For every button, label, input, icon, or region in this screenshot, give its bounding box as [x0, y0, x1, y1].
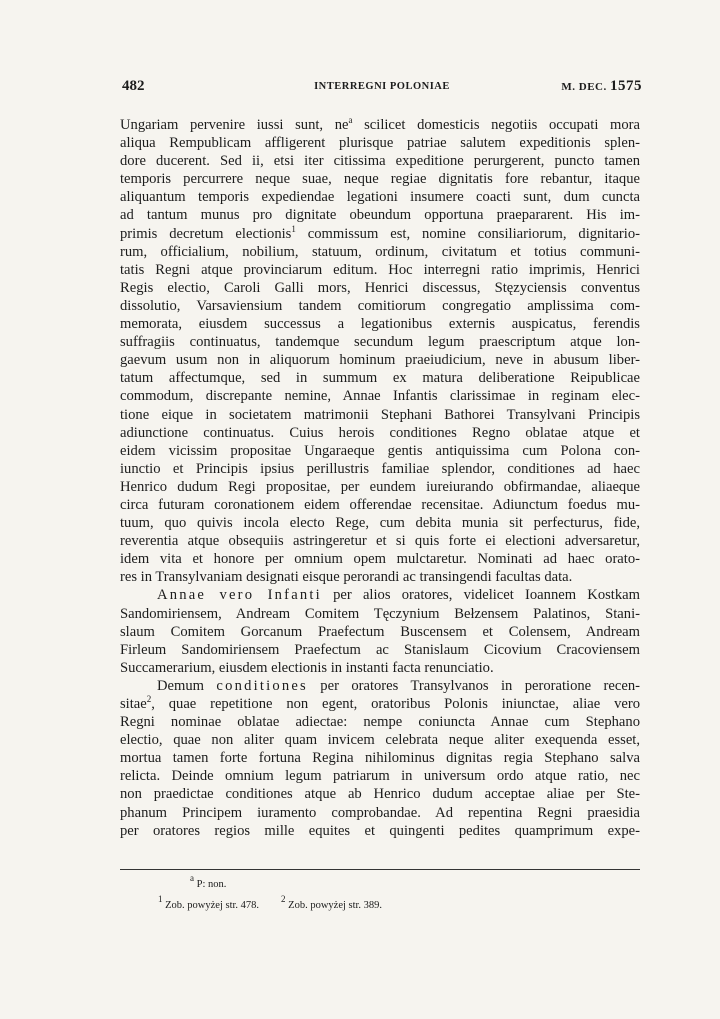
header-date [561, 78, 642, 95]
footnotes-numbered [158, 894, 383, 911]
text-line: Regni nominae oblatae adiectae: nempe coniuncta Annae cum Stephano [120, 714, 640, 731]
footnote-ref-2: 2 [146, 695, 152, 704]
spaced-word: conditiones [216, 677, 308, 694]
text-line: non praedictae conditiones atque ab Henrico dudum acceptae aliae per Ste- [120, 786, 640, 803]
text-line: mortua tamen forte fortuna Regina nihilominus dignitas regia Stephano salva [120, 750, 640, 767]
text-line: Ungariam pervenire iussi sunt, $ne^a$ scilicet domesticis negotiis occupati mora [120, 116, 640, 133]
page-number: 482 [122, 78, 145, 94]
text-line: adiunctione continuatus. Cuius herois conditiones Regno oblatae atque et [120, 424, 640, 441]
page-header [122, 78, 642, 100]
text-line: Firleum Sandomiriensem Praefectum ac Stanislaum Cicovium Cracoviensem [120, 641, 640, 658]
main-text [120, 116, 640, 840]
text-line: iunctio et Principis ipsius perillustris familiae splendor, conditiones ad haec [120, 460, 640, 477]
footnote-ref-a: a [348, 116, 353, 125]
text-line: tatis Regni atque provinciarum editum. Hoc interregni ratio imprimis, Henrici [120, 261, 640, 278]
text-line: temporis percurrere neque suae, neque regiae dignitatis fore rebantur, itaque [120, 171, 640, 188]
text-line: tatum affectumque, sed in summum ex matura deliberatione Reipublicae [120, 370, 640, 387]
footnote-2: $^2$ Zob. powyżej str. 389. [281, 894, 383, 911]
text-line: Succamerarium, eiusdem electionis in instanti facta renunciatio. [120, 659, 494, 676]
text-line: eidem vicissim propositae Ungaraeque gentis antiquissima cum Polona con- [120, 442, 640, 459]
text-line: aliqua Rempublicam affligerent plurisque patriae salutem expeditionis splen- [120, 135, 640, 152]
spaced-name: Annae vero Infanti [157, 587, 322, 604]
text-line: Regis electio, Caroli Galli mors, Henrici discessus, Stęzyciensis conventus [120, 279, 640, 296]
running-title: INTERREGNI POLONIAE [314, 81, 450, 92]
text-line: res in Transylvaniam designati eisque perorandi ac transingendi facultas data. [120, 569, 573, 586]
footnote-ref-1: 1 [291, 224, 296, 234]
text-line: memorata, eiusdem successus a legationibus externis auspicatus, ferendis [120, 316, 640, 333]
text-line: tuum, quo quivis incola electo Rege, cum debita munia sit perfecturus, fide, [120, 515, 640, 532]
text-line: phanum Principem iuramento comprobandae. Ad repentina Regni praesidia [120, 804, 640, 821]
text-line: aliquantum temporis expediendae legationi insumere coacti sunt, dum cuncta [120, 189, 640, 206]
text-line: Sandomiriensem, Andream Comitem Tęczynium Bełzensem Palatinos, Stani- [120, 605, 640, 622]
text-line: slaum Comitem Gorcanum Praefectum Buscensem et Colensem, Andream [120, 623, 640, 640]
text-line: dissolutio, Varsaviensium tandem comitiorum congregatio amplissima com- [120, 297, 640, 314]
text-line: Demum conditiones per oratores Transylvanos in peroratione recen- [157, 677, 640, 694]
text-line: gaevum usum non in aliquorum hominum praeiudicium, neve in abusum liber- [120, 352, 640, 369]
text-line: circa futuram coronationem eidem offerendae recensitae. Adiunctum foedus mu- [120, 496, 640, 513]
text-line: sitae$^2$, quae repetitione non egent, oratoribus Polonis iniunctae, aliae vero [120, 695, 640, 712]
date-year: 1575 [610, 78, 642, 94]
text-line: Annae vero Infanti per alios oratores, videlicet Ioannem Kostkam [157, 587, 640, 604]
date-prefix: M. DEC. [561, 81, 607, 93]
footnote-divider [120, 869, 640, 870]
text-line: per oratores regios mille equites et quingenti pedites quamprimum expe- [120, 822, 640, 839]
text-line: reverentia atque obsequiis astringeretur et si quis forte ei electioni adversaretur, [120, 533, 640, 550]
text-line: primis decretum electionis$^1$ commissum est, nomine consiliariorum, dignitario- [120, 224, 640, 242]
text-line: relicta. Deinde omnium legum patriarum in universum ordo atque ratio, nec [120, 768, 640, 785]
text-line: idem vita et honore per omnium opem mulctaretur. Nominati ad haec orato- [120, 551, 640, 568]
text-line: tione eique in societatem matrimonii Stephani Bathorei Transylvani Principis [120, 406, 640, 423]
text-line: dore ducerent. Sed ii, etsi iter citissima expeditione perurgerent, puncto tamen [120, 153, 640, 170]
text-line: electio, quae non aliter quam invicem celebrata neque aliter exequenda esset, [120, 732, 640, 749]
text-line: rum, officialium, nobilium, statuum, ordinum, civitatum et totius communi- [120, 243, 640, 260]
footnote-1: $^1$ Zob. powyżej str. 478. [158, 894, 260, 911]
text-line: commodum, discrepante nemine, Annae Infantis clarissimae in reginam elec- [120, 388, 640, 405]
text-line: Henrico dudum Regi propositae, per eundem iureiurando obfirmandae, aliaeque [120, 478, 640, 495]
text-line: suffragiis continuatus, tandemque secundum legum praescriptum atque lon- [120, 334, 640, 351]
text-line: ad tantum munus pro dignitate obeundum opportuna praepararent. His im- [120, 207, 640, 224]
footnote-a: $^a$ P: non. [190, 873, 227, 890]
